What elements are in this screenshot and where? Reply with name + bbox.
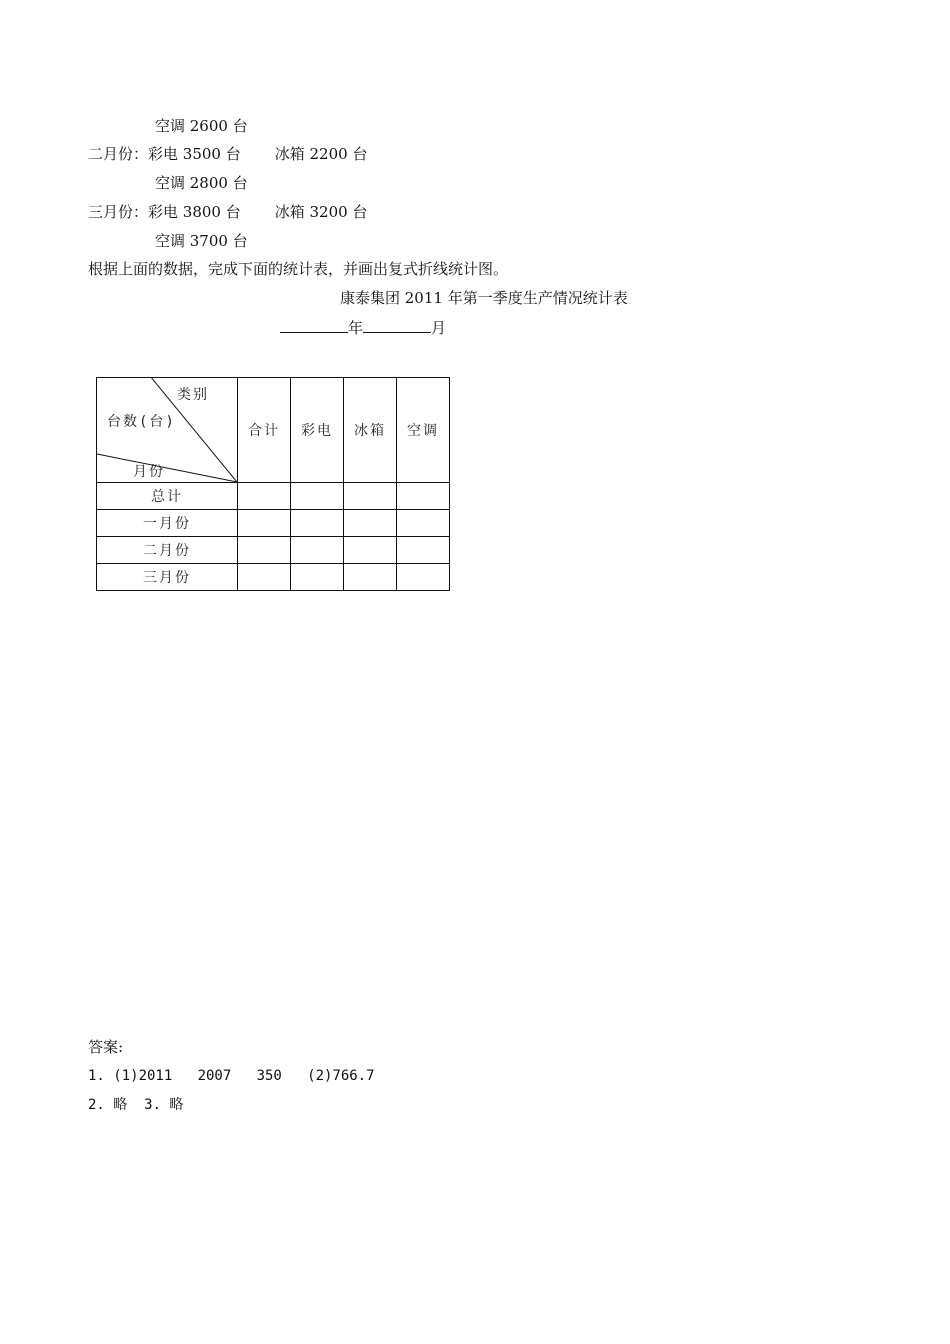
mar-line	[88, 202, 367, 222]
answer-line-1: 1. (1)2011 2007 350 (2)766.7	[88, 1068, 375, 1084]
col-header-total: 合计	[238, 378, 291, 483]
row-header-feb: 二月份	[97, 537, 238, 564]
stats-table-wrap	[96, 377, 449, 589]
feb-ac-line: 空调 2800 台	[155, 174, 248, 192]
corner-quantity-label: 台数(台)	[107, 414, 176, 430]
table-cell[interactable]	[397, 510, 450, 537]
table-cell[interactable]	[238, 537, 291, 564]
col-header-fridge: 冰箱	[344, 378, 397, 483]
table-cell[interactable]	[397, 537, 450, 564]
answer-line-2: 2. 略 3. 略	[88, 1097, 184, 1113]
date-line	[280, 318, 446, 338]
table-cell[interactable]	[344, 483, 397, 510]
feb-tv: 彩电 3500 台	[148, 145, 241, 163]
month-unit: 月	[431, 319, 447, 337]
col-header-tv: 彩电	[291, 378, 344, 483]
row-header-total: 总计	[97, 483, 238, 510]
corner-category-label: 类别	[177, 387, 209, 403]
table-cell[interactable]	[238, 483, 291, 510]
table-cell[interactable]	[397, 483, 450, 510]
row-header-mar: 三月份	[97, 564, 238, 591]
feb-label: 二月份：	[88, 145, 149, 163]
year-unit: 年	[348, 319, 364, 337]
table-cell[interactable]	[344, 564, 397, 591]
col-header-ac: 空调	[397, 378, 450, 483]
table-cell[interactable]	[291, 564, 344, 591]
table-cell[interactable]	[291, 483, 344, 510]
instruction-text: 根据上面的数据，完成下面的统计表，并画出复式折线统计图。	[88, 260, 509, 278]
month-blank[interactable]	[363, 318, 431, 333]
table-cell[interactable]	[238, 564, 291, 591]
mar-tv: 彩电 3800 台	[148, 203, 241, 221]
table-cell[interactable]	[291, 510, 344, 537]
mar-label: 三月份：	[88, 203, 149, 221]
answers-heading: 答案:	[88, 1038, 124, 1056]
table-row-feb	[97, 537, 450, 564]
table-header-row	[97, 378, 450, 483]
mar-ac-line: 空调 3700 台	[155, 232, 248, 250]
diagonal-line-lower	[97, 454, 237, 482]
table-cell[interactable]	[238, 510, 291, 537]
table-row-mar	[97, 564, 450, 591]
jan-ac-line: 空调 2600 台	[155, 117, 248, 135]
feb-fridge: 冰箱 2200 台	[274, 145, 368, 163]
corner-month-label: 月份	[133, 464, 165, 480]
year-blank[interactable]	[280, 318, 348, 333]
table-title: 康泰集团 2011 年第一季度生产情况统计表	[340, 289, 628, 307]
mar-fridge: 冰箱 3200 台	[274, 203, 368, 221]
feb-line	[88, 144, 367, 164]
table-row-jan	[97, 510, 450, 537]
stats-table	[96, 377, 450, 591]
table-cell[interactable]	[344, 510, 397, 537]
table-cell[interactable]	[397, 564, 450, 591]
row-header-jan: 一月份	[97, 510, 238, 537]
table-cell[interactable]	[291, 537, 344, 564]
table-row-total	[97, 483, 450, 510]
table-cell[interactable]	[344, 537, 397, 564]
corner-cell	[97, 378, 238, 483]
